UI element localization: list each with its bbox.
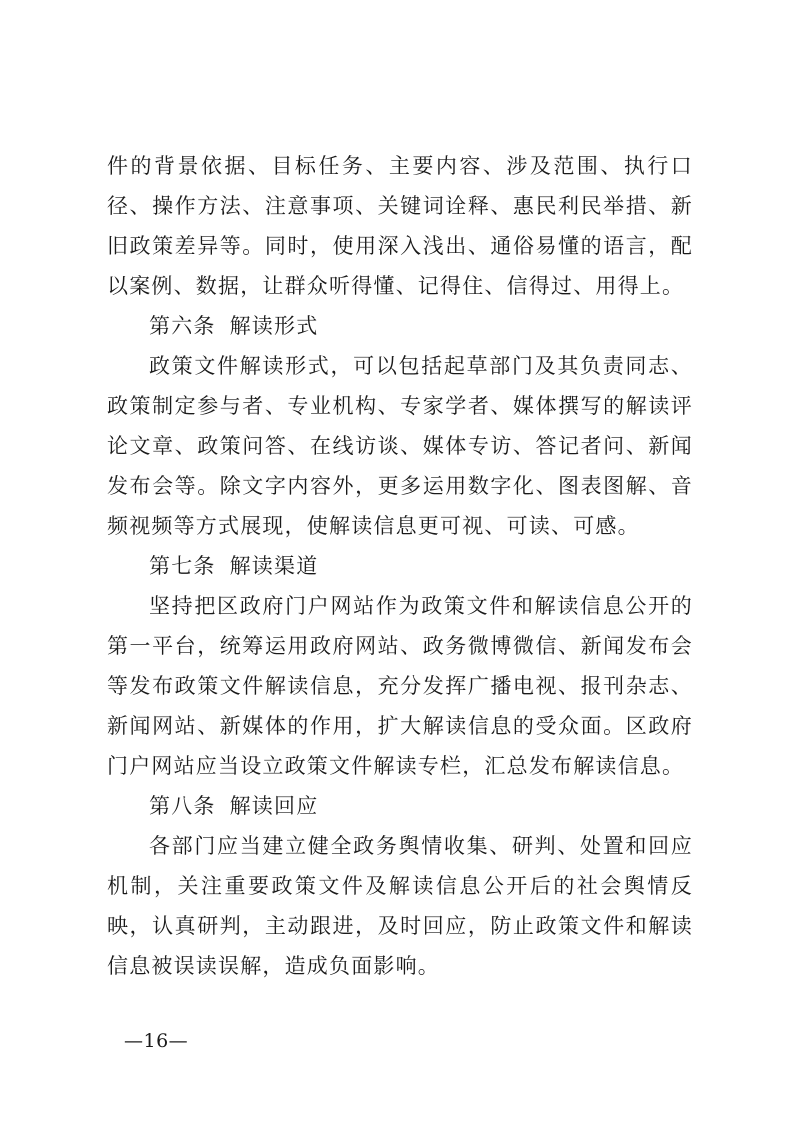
document-body	[107, 146, 693, 986]
article-heading-7	[107, 546, 693, 586]
page-number: —16—	[124, 1030, 189, 1052]
article-title: 解读回应	[229, 794, 319, 818]
article-heading-8	[107, 786, 693, 826]
article-number: 第七条	[149, 554, 216, 578]
article-title: 解读渠道	[229, 554, 319, 578]
paragraph-interpretation-response: 各部门应当建立健全政务舆情收集、研判、处置和回应机制，关注重要政策文件及解读信息公开后的社会舆情反映，认真研判，主动跟进，及时回应，防止政策文件和解读信息被误读误解，造成负面影响。	[107, 834, 693, 978]
paragraph-interpretation-forms: 政策文件解读形式，可以包括起草部门及其负责同志、政策制定参与者、专业机构、专家学者、媒体撰写的解读评论文章、政策问答、在线访谈、媒体专访、答记者问、新闻发布会等。除文字内容外，更多运用数字化、图表图解、音频视频等方式展现，使解读信息更可视、可读、可感。	[107, 354, 693, 538]
article-number: 第八条	[149, 794, 216, 818]
article-heading-6	[107, 306, 693, 346]
paragraph-interpretation-channels: 坚持把区政府门户网站作为政策文件和解读信息公开的第一平台，统筹运用政府网站、政务微博微信、新闻发布会等发布政策文件解读信息，充分发挥广播电视、报刊杂志、新闻网站、新媒体的作用，扩大解读信息的受众面。区政府门户网站应当设立政策文件解读专栏，汇总发布解读信息。	[107, 594, 693, 778]
article-title: 解读形式	[229, 314, 319, 338]
paragraph-continued: 件的背景依据、目标任务、主要内容、涉及范围、执行口径、操作方法、注意事项、关键词诠释、惠民利民举措、新旧政策差异等。同时，使用深入浅出、通俗易懂的语言，配以案例、数据，让群众听得懂、记得住、信得过、用得上。	[107, 154, 693, 298]
article-number: 第六条	[149, 314, 216, 338]
